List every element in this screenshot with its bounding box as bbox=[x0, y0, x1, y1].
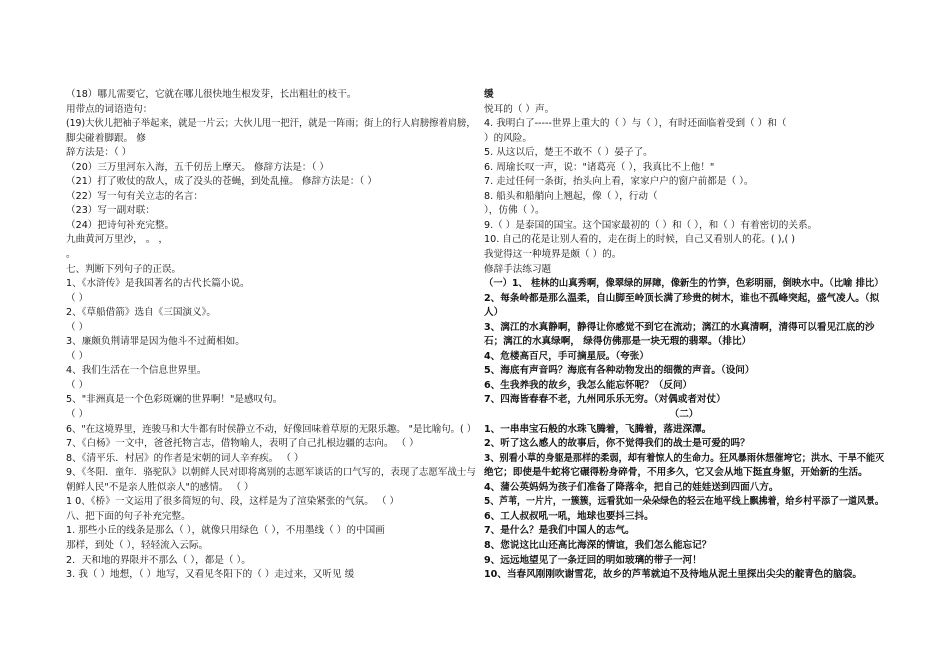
left-text-line: 3. 我（ ）地想，（ ）地写，又看见冬阳下的（ ）走过来，又听见 缓 bbox=[66, 569, 355, 581]
left-text-line: 4、我们生活在一个信息世界里。 bbox=[66, 365, 207, 377]
right-text-line: 石；漓江的水真绿啊， 绿得仿佛那是一块无瑕的翡翠。（排比） bbox=[484, 336, 752, 348]
right-text-line: 7、四海皆春春不老，九州同乐乐无穷。（对偶或者对仗） bbox=[484, 394, 726, 406]
left-text-line: 2、《草船借箭》选自《三国演义》。 bbox=[66, 307, 217, 319]
right-text-line: 5、芦苇，一片片，一簇簇，远看犹如一朵朵绿色的轻云在地平线上飘拂着，给乡村平添了一道风景。 bbox=[484, 496, 884, 508]
right-text-line: 6、工人叔叔吼一吼，地球也要抖三抖。 bbox=[484, 510, 654, 522]
right-text-line: 绝它；即使是牛蛇将它碾得粉身碎骨，不用多久，它又会从地下挺直身躯，开始新的生活。 bbox=[484, 467, 868, 479]
left-text-line: (19)大伙儿把袖子举起来，就是一片云；大伙儿甩一把汗，就是一阵雨；街上的行人肩膀擦着肩膀， bbox=[66, 118, 476, 130]
right-text-line: 4. 我明白了-----世界上重大的（ ）与（ ），有时还面临着受到（ ）和（ bbox=[484, 118, 787, 130]
left-text-line: 1. 那些小丘的线条是那么（ ），就像只用绿色（ ），不用墨线（ ）的中国画 bbox=[66, 525, 385, 537]
left-text-line: （24）把诗句补充完整。 bbox=[66, 219, 175, 231]
right-text-line: 我觉得这一种境界是颇（ ）的。 bbox=[484, 249, 622, 261]
right-text-line: 人） bbox=[484, 307, 504, 319]
left-text-line: （ ） bbox=[66, 292, 89, 304]
left-text-line: 九曲黄河万里沙， 。 ， bbox=[66, 234, 169, 246]
left-text-line: 9、《冬阳．童年．骆驼队》以朝鲜人民对即将离别的志愿军谈话的口气写的，表现了志愿军战士与 bbox=[66, 467, 476, 479]
right-text-line: 2、每条岭都是那么温柔，自山脚至岭顶长满了珍贵的树木，谁也不孤峰突起，盛气凌人。（拟 bbox=[484, 292, 880, 304]
right-column bbox=[484, 88, 884, 583]
right-text-line: 6、生我养我的故乡，我怎么能忘怀呢？（反问） bbox=[484, 379, 693, 391]
left-text-line: 八、把下面的句子补充完整。 bbox=[66, 510, 191, 522]
right-text-line: 6. 周瑜长叹一声，说："诸葛亮（ ），我真比不上他！" bbox=[484, 161, 715, 173]
left-column bbox=[66, 88, 476, 583]
right-text-line: （一）1、 桂林的山真秀啊，像翠绿的屏障，像新生的竹笋，色彩明丽，倒映水中。（比喻 排比） bbox=[484, 278, 884, 290]
right-text-line: 悦耳的（ ）声。 bbox=[484, 103, 555, 115]
left-text-line: （23）写一副对联： bbox=[66, 205, 155, 217]
right-text-line: 5. 从这以后，楚王不敢不（ ）晏子了。 bbox=[484, 147, 653, 159]
right-text-line: 5、海底有声音吗？海底有各种动物发出的细微的声音。（设问） bbox=[484, 365, 755, 377]
right-text-line: 8. 船头和船艄向上翘起，像（ ），行动（ bbox=[484, 190, 658, 202]
left-text-line: （21）打了败仗的敌人，成了没头的苍蝇，到处乱撞。 修辞方法是：（ ） bbox=[66, 176, 377, 188]
left-text-line: （ ） bbox=[66, 350, 89, 362]
right-text-line: 7、是什么？是我们中国人的志气。 bbox=[484, 525, 635, 537]
left-text-line: 。 bbox=[66, 249, 76, 261]
right-text-line: 2、听了这么感人的故事后，你不觉得我们的战士是可爱的吗？ bbox=[484, 438, 750, 450]
left-text-line: 7、《白杨》一文中，爸爸托物言志，借物喻人，表明了自己扎根边疆的志向。 （ ） bbox=[66, 438, 419, 450]
left-text-line: 朝鲜人民"不是亲人胜似亲人"的感情。 （ ） bbox=[66, 481, 254, 493]
right-text-line: ）的风险。 bbox=[484, 132, 532, 144]
right-text-line: 4、蒲公英妈妈为孩子们准备了降落伞，把自己的娃娃送到四面八方。 bbox=[484, 481, 779, 493]
right-text-line: 7. 走过任何一条街，抬头向上看，家家户户的窗户前都是（ ）。 bbox=[484, 176, 754, 188]
left-text-line: 6、"在这境界里，连骏马和大牛都有时侯静立不动，好像回味着草原的无限乐趣。 "是比喻句。( ） bbox=[66, 423, 477, 435]
right-text-line: 9.（ ）是泰国的国宝。这个国家最初的（ ）和（ ），和（ ）有着密切的关系。 bbox=[484, 219, 818, 231]
right-text-line: （二） bbox=[669, 409, 699, 421]
left-text-line: 那样，到处（ ），轻轻流入云际。 bbox=[66, 539, 209, 551]
left-text-line: 用带点的词语造句： bbox=[66, 103, 153, 115]
left-text-line: （22）写一句有关立志的名言： bbox=[66, 190, 203, 202]
right-text-line: 缓 bbox=[484, 89, 494, 100]
left-text-line: 2．天和地的界限并不那么（ ），都是（ ）。 bbox=[66, 554, 251, 566]
left-text-line: （ ） bbox=[66, 321, 89, 333]
right-text-line: 9、远远地望见了一条迂回的明如玻璃的带子一河！ bbox=[484, 554, 702, 566]
right-text-line: 3、漓江的水真静啊，静得让你感觉不到它在流动；漓江的水真清啊，清得可以看见江底的沙 bbox=[484, 321, 875, 333]
left-text-line: 5、"非洲真是一个色彩斑斓的世界啊！"是感叹句。 bbox=[66, 394, 283, 406]
left-text-line: 8、《清平乐．村居》的作者是宋朝的词人辛弃疾。 （ ） bbox=[66, 452, 304, 464]
right-text-line: 4、危楼高百尺，手可摘星辰。（夸张） bbox=[484, 350, 649, 362]
left-text-line: 脚尖碰着脚跟。 修 bbox=[66, 132, 146, 144]
right-text-line: 修辞手法练习题 bbox=[484, 263, 552, 275]
left-text-line: （18）哪儿需要它，它就在哪儿很快地生根发芽，长出粗壮的枝干。 bbox=[66, 89, 357, 100]
left-text-line: （ ） bbox=[66, 379, 89, 391]
left-text-line: 七、判断下列句子的正误。 bbox=[66, 263, 182, 275]
right-text-line: ），仿佛（ ）。 bbox=[484, 205, 545, 217]
left-text-line: 辞方法是：（ ） bbox=[66, 147, 132, 159]
left-text-line: 3、廉颇负荆请罪是因为他斗不过蔺相如。 bbox=[66, 336, 245, 348]
right-text-line: 10. 自己的花是让别人看的，走在街上的时候，自己又看别人的花。( ),( ) bbox=[484, 234, 796, 246]
right-text-line: 3、别看小草的身躯是那样的柔弱，却有着惊人的生命力。狂风暴雨休想催垮它；洪水、干旱不能灭 bbox=[484, 452, 885, 464]
left-text-line: （ ） bbox=[66, 409, 89, 421]
right-text-line: 10、当春风刚刚吹谢雪花，故乡的芦苇就迫不及待地从泥土里探出尖尖的靛青色的脑袋。 bbox=[484, 569, 862, 581]
left-text-line: 1 0、《桥》一文运用了很多简短的句、段，这样是为了渲染紧张的气氛。 （ ） bbox=[66, 496, 400, 508]
right-text-line: 1、一串串宝石般的水珠飞腾着，飞腾着，落进深潭。 bbox=[484, 423, 712, 435]
left-text-line: 1、《水浒传》是我国著名的古代长篇小说。 bbox=[66, 278, 250, 290]
right-text-line: 8、您说这比山还高比海深的情谊，我们怎么能忘记？ bbox=[484, 539, 712, 551]
left-text-line: （20）三万里河东入海，五千仞岳上摩天。 修辞方法是：（ ） bbox=[66, 161, 329, 173]
